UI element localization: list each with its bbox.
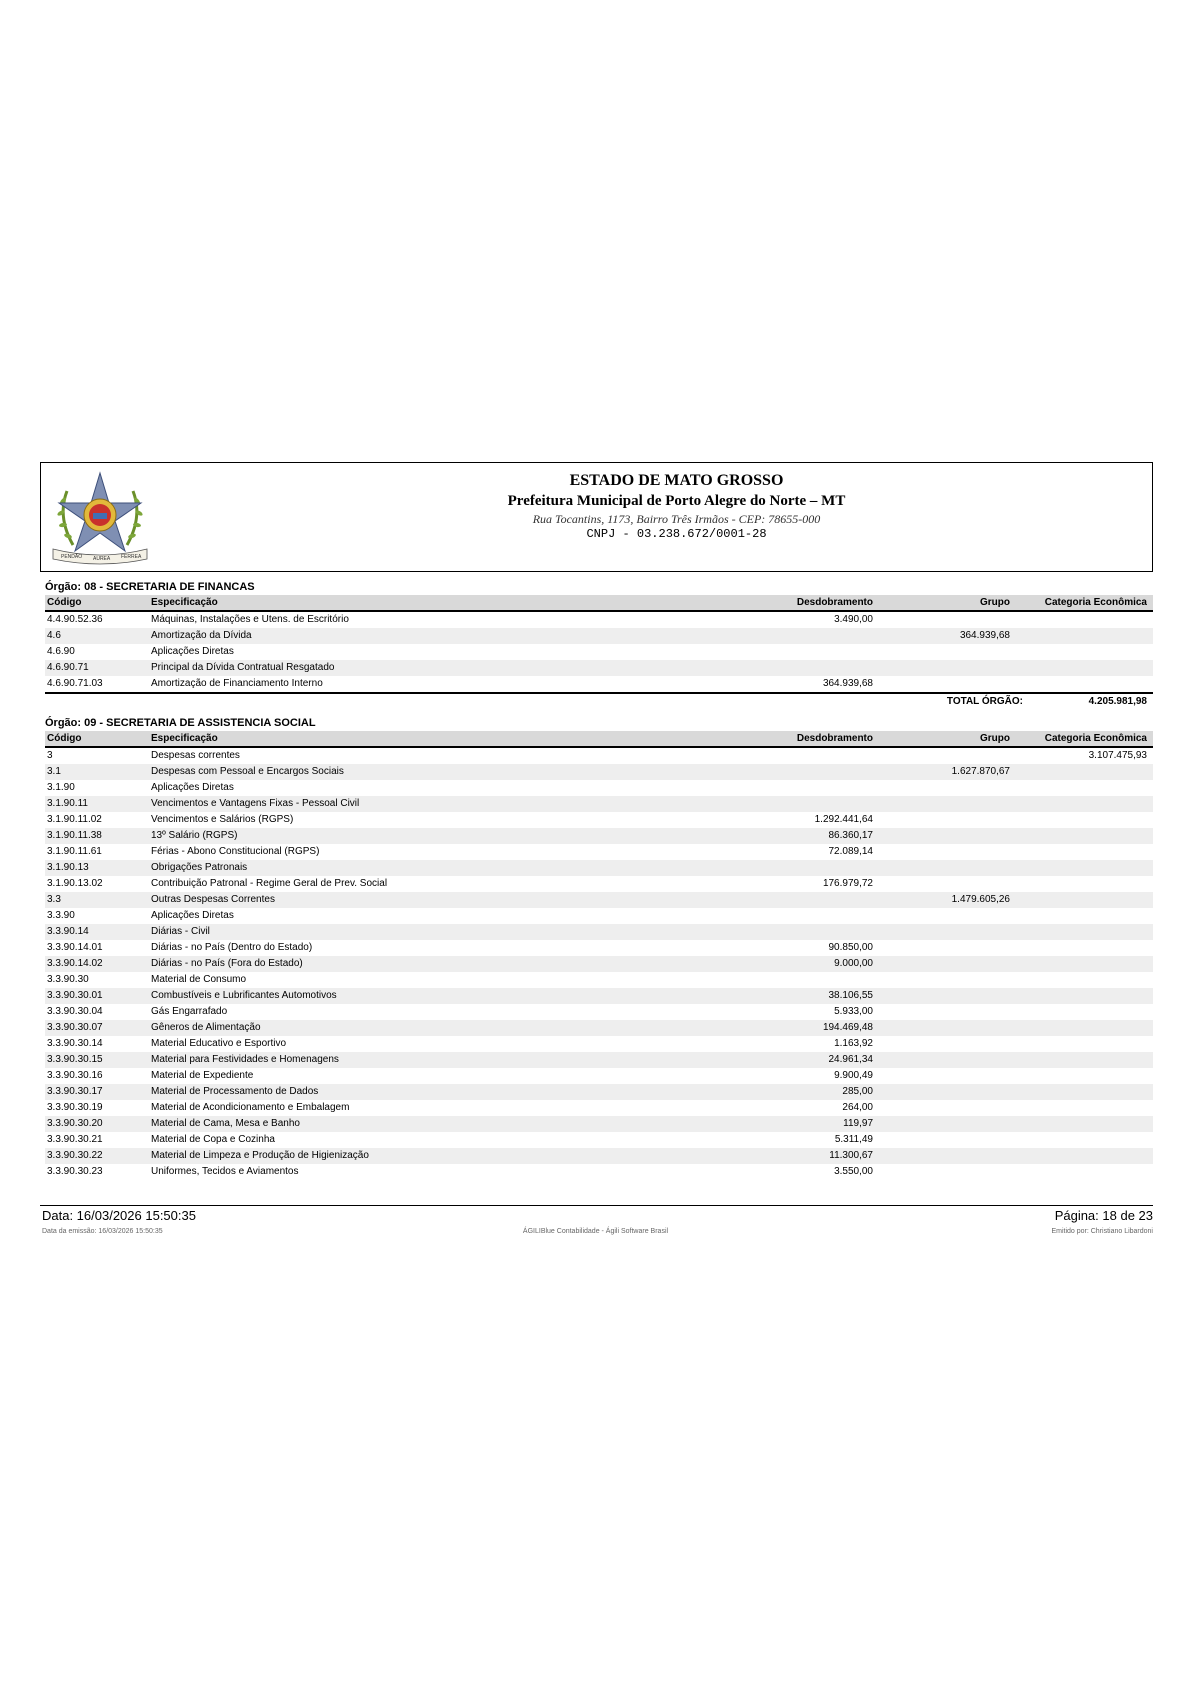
cell-desdobramento: 5.933,00 bbox=[834, 1006, 873, 1017]
cell-codigo: 3.3.90.14.01 bbox=[47, 942, 103, 953]
table-row bbox=[45, 892, 1153, 908]
cell-especificacao: Material de Acondicionamento e Embalagem bbox=[151, 1102, 350, 1113]
table-header bbox=[45, 731, 1153, 746]
cell-codigo: 3.1.90.13 bbox=[47, 862, 89, 873]
cell-desdobramento: 1.292.441,64 bbox=[814, 814, 873, 825]
table-row bbox=[45, 924, 1153, 940]
address: Rua Tocantins, 1173, Bairro Três Irmãos - CEP: 78655-000 bbox=[532, 512, 821, 526]
table-row bbox=[45, 748, 1153, 764]
table-row bbox=[45, 1052, 1153, 1068]
orgao-09-section bbox=[45, 716, 1153, 1180]
cell-desdobramento: 9.000,00 bbox=[834, 958, 873, 969]
table-row bbox=[45, 644, 1153, 660]
cell-especificacao: Despesas correntes bbox=[151, 750, 240, 761]
cell-codigo: 3.1 bbox=[47, 766, 61, 777]
table-row bbox=[45, 1148, 1153, 1164]
footer-rule bbox=[40, 1205, 1153, 1206]
col-codigo: Código bbox=[47, 597, 82, 608]
cell-especificacao: Gêneros de Alimentação bbox=[151, 1022, 261, 1033]
table-row bbox=[45, 940, 1153, 956]
cell-grupo: 364.939,68 bbox=[959, 630, 1010, 641]
cell-desdobramento: 119,97 bbox=[843, 1118, 873, 1129]
crest-motto-3: FERREA bbox=[121, 554, 142, 560]
cell-codigo: 3.1.90.11.38 bbox=[47, 830, 102, 841]
cell-codigo: 3.1.90.11.61 bbox=[47, 846, 102, 857]
cell-codigo: 3.3.90.30.14 bbox=[47, 1038, 103, 1049]
crest-motto-2: AUREA bbox=[93, 556, 111, 562]
footer-emitted-by: Emitido por: Christiano Libardoni bbox=[1051, 1228, 1153, 1235]
table-row bbox=[45, 860, 1153, 876]
cell-especificacao: Uniformes, Tecidos e Aviamentos bbox=[151, 1166, 299, 1177]
crest-motto-1: PENDÃO bbox=[61, 554, 83, 560]
cell-especificacao: Aplicações Diretas bbox=[151, 646, 234, 657]
total-label: TOTAL ÓRGÃO: bbox=[946, 696, 1023, 707]
table-row bbox=[45, 844, 1153, 860]
cell-codigo: 3.3.90.30.07 bbox=[47, 1022, 103, 1033]
table-row bbox=[45, 764, 1153, 780]
cell-desdobramento: 176.979,72 bbox=[822, 878, 873, 889]
cell-codigo: 3.1.90.11.02 bbox=[47, 814, 102, 825]
table-row bbox=[45, 1036, 1153, 1052]
cell-especificacao: Diárias - Civil bbox=[151, 926, 210, 937]
footer-date: Data: 16/03/2026 15:50:35 bbox=[42, 1208, 196, 1223]
cell-codigo: 4.6.90.71.03 bbox=[47, 678, 103, 689]
cell-especificacao: Diárias - no País (Fora do Estado) bbox=[151, 958, 303, 969]
cell-codigo: 3.3.90.30.21 bbox=[47, 1134, 103, 1145]
col-especificacao: Especificação bbox=[151, 597, 218, 608]
table-row bbox=[45, 988, 1153, 1004]
table-row bbox=[45, 1004, 1153, 1020]
cell-especificacao: Outras Despesas Correntes bbox=[151, 894, 275, 905]
orgao-09-title: Órgão: 09 - SECRETARIA DE ASSISTENCIA SOCIAL bbox=[45, 717, 316, 729]
cell-especificacao: 13º Salário (RGPS) bbox=[151, 830, 238, 841]
cell-especificacao: Amortização da Dívida bbox=[151, 630, 252, 641]
col-codigo: Código bbox=[47, 733, 82, 744]
cell-especificacao: Combustíveis e Lubrificantes Automotivos bbox=[151, 990, 337, 1001]
cell-especificacao: Amortização de Financiamento Interno bbox=[151, 678, 323, 689]
cell-desdobramento: 5.311,49 bbox=[834, 1134, 873, 1145]
cell-codigo: 3.1.90.13.02 bbox=[47, 878, 103, 889]
cell-codigo: 3.3.90 bbox=[47, 910, 75, 921]
cell-desdobramento: 364.939,68 bbox=[822, 678, 873, 689]
report-header bbox=[40, 462, 1153, 572]
cell-codigo: 3.3.90.30.23 bbox=[47, 1166, 103, 1177]
col-especificacao: Especificação bbox=[151, 733, 218, 744]
cell-codigo: 3.3.90.30.15 bbox=[47, 1054, 103, 1065]
cell-especificacao: Material de Processamento de Dados bbox=[151, 1086, 319, 1097]
table-row bbox=[45, 676, 1153, 692]
cell-codigo: 3.3.90.30.17 bbox=[47, 1086, 103, 1097]
cell-especificacao: Material de Limpeza e Produção de Higienização bbox=[151, 1150, 369, 1161]
cell-especificacao: Gás Engarrafado bbox=[151, 1006, 228, 1017]
table-row bbox=[45, 780, 1153, 796]
cell-grupo: 1.479.605,26 bbox=[951, 894, 1010, 905]
cell-desdobramento: 90.850,00 bbox=[828, 942, 873, 953]
cell-especificacao: Despesas com Pessoal e Encargos Sociais bbox=[151, 766, 344, 777]
table-row bbox=[45, 628, 1153, 644]
cell-especificacao: Diárias - no País (Dentro do Estado) bbox=[151, 942, 313, 953]
table-row bbox=[45, 1084, 1153, 1100]
col-categoria: Categoria Econômica bbox=[1044, 597, 1147, 608]
table-row bbox=[45, 1100, 1153, 1116]
table-row bbox=[45, 828, 1153, 844]
cell-codigo: 3.3.90.30.01 bbox=[47, 990, 103, 1001]
cell-especificacao: Material Educativo e Esportivo bbox=[151, 1038, 287, 1049]
cell-desdobramento: 72.089,14 bbox=[828, 846, 873, 857]
cell-codigo: 3.3.90.30.16 bbox=[47, 1070, 103, 1081]
orgao-08-rows bbox=[45, 612, 1153, 692]
table-row bbox=[45, 972, 1153, 988]
cell-codigo: 3.3.90.14 bbox=[47, 926, 89, 937]
cell-codigo: 4.6.90 bbox=[47, 646, 75, 657]
col-categoria: Categoria Econômica bbox=[1044, 733, 1147, 744]
table-row bbox=[45, 796, 1153, 812]
cell-desdobramento: 38.106,55 bbox=[828, 990, 873, 1001]
table-row bbox=[45, 876, 1153, 892]
table-row bbox=[45, 1020, 1153, 1036]
cell-codigo: 3.1.90 bbox=[47, 782, 75, 793]
state-name: ESTADO DE MATO GROSSO bbox=[569, 472, 784, 489]
cell-especificacao: Material de Cama, Mesa e Banho bbox=[151, 1118, 300, 1129]
cell-codigo: 3 bbox=[47, 750, 53, 761]
table-row bbox=[45, 908, 1153, 924]
table-row bbox=[45, 612, 1153, 628]
cell-codigo: 3.3.90.30.22 bbox=[47, 1150, 103, 1161]
header-text bbox=[41, 471, 1152, 542]
cell-codigo: 4.4.90.52.36 bbox=[47, 614, 103, 625]
cell-categoria: 3.107.475,93 bbox=[1088, 750, 1147, 761]
table-header bbox=[45, 595, 1153, 610]
cell-desdobramento: 194.469,48 bbox=[822, 1022, 873, 1033]
cell-especificacao: Vencimentos e Vantagens Fixas - Pessoal Civil bbox=[151, 798, 360, 809]
table-row bbox=[45, 812, 1153, 828]
cell-especificacao: Principal da Dívida Contratual Resgatado bbox=[151, 662, 335, 673]
cell-especificacao: Máquinas, Instalações e Utens. de Escritório bbox=[151, 614, 349, 625]
cell-especificacao: Material de Copa e Cozinha bbox=[151, 1134, 275, 1145]
cell-desdobramento: 9.900,49 bbox=[834, 1070, 873, 1081]
cell-especificacao: Material de Consumo bbox=[151, 974, 247, 985]
cell-especificacao: Aplicações Diretas bbox=[151, 910, 234, 921]
cell-especificacao: Vencimentos e Salários (RGPS) bbox=[151, 814, 294, 825]
table-row bbox=[45, 1068, 1153, 1084]
table-row bbox=[45, 1132, 1153, 1148]
cell-codigo: 3.3.90.30.04 bbox=[47, 1006, 103, 1017]
cell-grupo: 1.627.870,67 bbox=[951, 766, 1010, 777]
cell-especificacao: Obrigações Patronais bbox=[151, 862, 248, 873]
cell-especificacao: Contribuição Patronal - Regime Geral de Prev. Social bbox=[151, 878, 388, 889]
footer-page-number: Página: 18 de 23 bbox=[1054, 1208, 1153, 1223]
orgao-08-section bbox=[45, 580, 1153, 710]
col-grupo: Grupo bbox=[980, 597, 1010, 608]
cell-codigo: 3.3.90.30.20 bbox=[47, 1118, 103, 1129]
cell-codigo: 3.3.90.30.19 bbox=[47, 1102, 103, 1113]
orgao-08-total bbox=[45, 694, 1153, 710]
cell-desdobramento: 264,00 bbox=[842, 1102, 873, 1113]
cell-desdobramento: 11.300,67 bbox=[829, 1150, 873, 1161]
orgao-09-rows bbox=[45, 748, 1153, 1180]
table-row bbox=[45, 660, 1153, 676]
cell-desdobramento: 3.490,00 bbox=[834, 614, 873, 625]
footer-software: ÁGILIBlue Contabilidade - Ágili Software Brasil bbox=[522, 1228, 669, 1235]
cell-desdobramento: 1.163,92 bbox=[834, 1038, 873, 1049]
table-row bbox=[45, 1164, 1153, 1180]
cell-desdobramento: 285,00 bbox=[842, 1086, 873, 1097]
cell-desdobramento: 24.961,34 bbox=[828, 1054, 873, 1065]
orgao-08-title: Órgão: 08 - SECRETARIA DE FINANCAS bbox=[45, 581, 255, 593]
cell-desdobramento: 86.360,17 bbox=[828, 830, 873, 841]
cell-especificacao: Férias - Abono Constitucional (RGPS) bbox=[151, 846, 320, 857]
cnpj: CNPJ - 03.238.672/0001-28 bbox=[586, 527, 767, 541]
cell-codigo: 4.6.90.71 bbox=[47, 662, 89, 673]
col-grupo: Grupo bbox=[980, 733, 1010, 744]
cell-especificacao: Material para Festividades e Homenagens bbox=[151, 1054, 339, 1065]
cell-codigo: 3.1.90.11 bbox=[47, 798, 88, 809]
cell-codigo: 3.3.90.14.02 bbox=[47, 958, 103, 969]
cell-especificacao: Material de Expediente bbox=[151, 1070, 254, 1081]
cell-codigo: 3.3 bbox=[47, 894, 61, 905]
col-desdobramento: Desdobramento bbox=[796, 597, 873, 608]
footer-emission: Data da emissão: 16/03/2026 15:50:35 bbox=[42, 1228, 163, 1235]
cell-especificacao: Aplicações Diretas bbox=[151, 782, 234, 793]
cell-desdobramento: 3.550,00 bbox=[834, 1166, 873, 1177]
total-value: 4.205.981,98 bbox=[1088, 696, 1147, 707]
col-desdobramento: Desdobramento bbox=[796, 733, 873, 744]
table-row bbox=[45, 956, 1153, 972]
cell-codigo: 3.3.90.30 bbox=[47, 974, 89, 985]
prefeitura-name: Prefeitura Municipal de Porto Alegre do Norte – MT bbox=[507, 493, 846, 509]
table-row bbox=[45, 1116, 1153, 1132]
cell-codigo: 4.6 bbox=[47, 630, 61, 641]
